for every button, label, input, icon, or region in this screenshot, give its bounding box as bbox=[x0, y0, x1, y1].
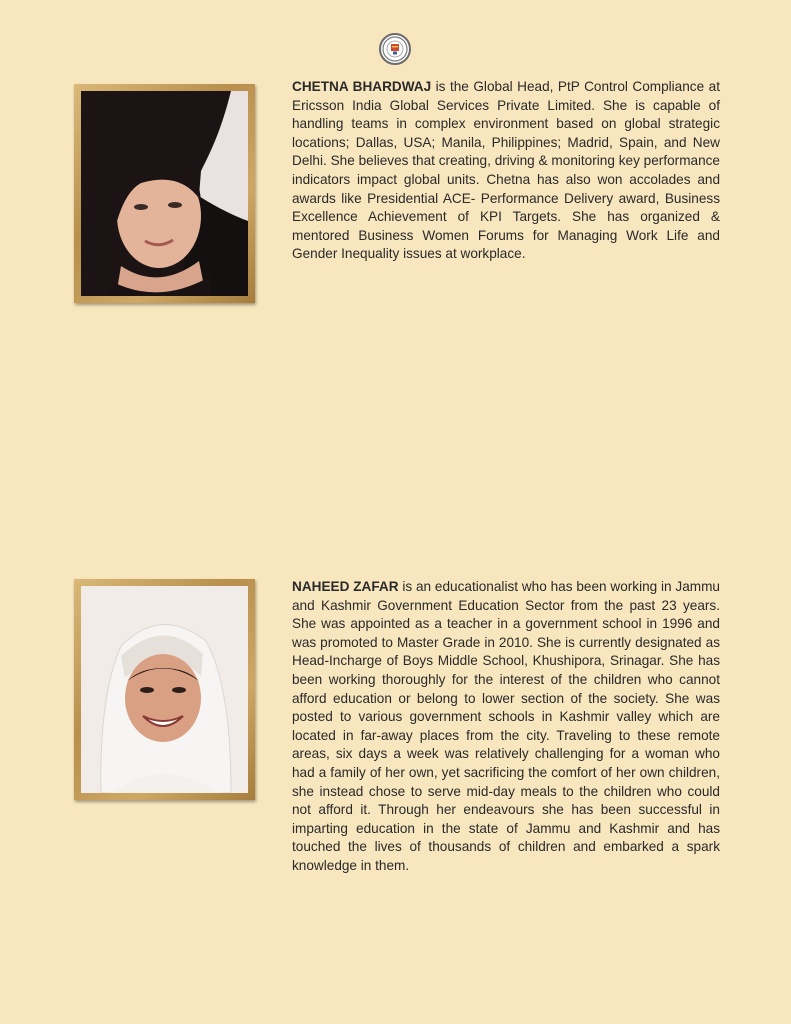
portrait-photo-chetna bbox=[81, 91, 248, 296]
bio-naheed bbox=[292, 578, 720, 876]
portrait-photo-naheed bbox=[81, 586, 248, 793]
seal-logo-icon bbox=[379, 33, 411, 65]
profile-name: NAHEED ZAFAR bbox=[292, 579, 399, 594]
profile-name: CHETNA BHARDWAJ bbox=[292, 79, 432, 94]
profile-bio: is the Global Head, PtP Control Compliance at Ericsson India Global Services Private Limited. She is capable of handling teams in complex environment based on global strategic locations; Dallas, USA; Manila, Philippines; Madrid, Spain, and New Delhi. She believes that creating, driving & monitoring key performance indicators impact global units. Chetna has also won accolades and awards like Presidential ACE- Performance Delivery award, Business Excellence Achievement of KPI Targets. She has organized & mentored Business Women Forums for Managing Work Life and Gender Inequality issues at workplace. bbox=[292, 79, 720, 262]
profile-bio: is an educationalist who has been working in Jammu and Kashmir Government Education Sector from the past 23 years. She was appointed as a teacher in a government school in 1996 and was promoted to Master Grade in 2010. She is currently designated as Head-Incharge of Boys Middle School, Khushipora, Srinagar. She has been working thoroughly for the interest of the children who cannot afford education or belong to lower section of the society. She was posted to various government schools in Kashmir valley which are located in far-away places from the city. Traveling to these remote areas, six days a week was relatively challenging for a woman who had a family of her own, yet sacrificing the comfort of her own children, she instead chose to serve mid-day meals to the children who could not afford it. Through her endeavours she has been successful in imparting education in the state of Jammu and Kashmir and has touched the lives of thousands of children and embarked a spark knowledge in them. bbox=[292, 579, 720, 873]
portrait-frame-naheed bbox=[74, 579, 255, 800]
bio-chetna bbox=[292, 78, 720, 264]
portrait-frame-chetna bbox=[74, 84, 255, 303]
